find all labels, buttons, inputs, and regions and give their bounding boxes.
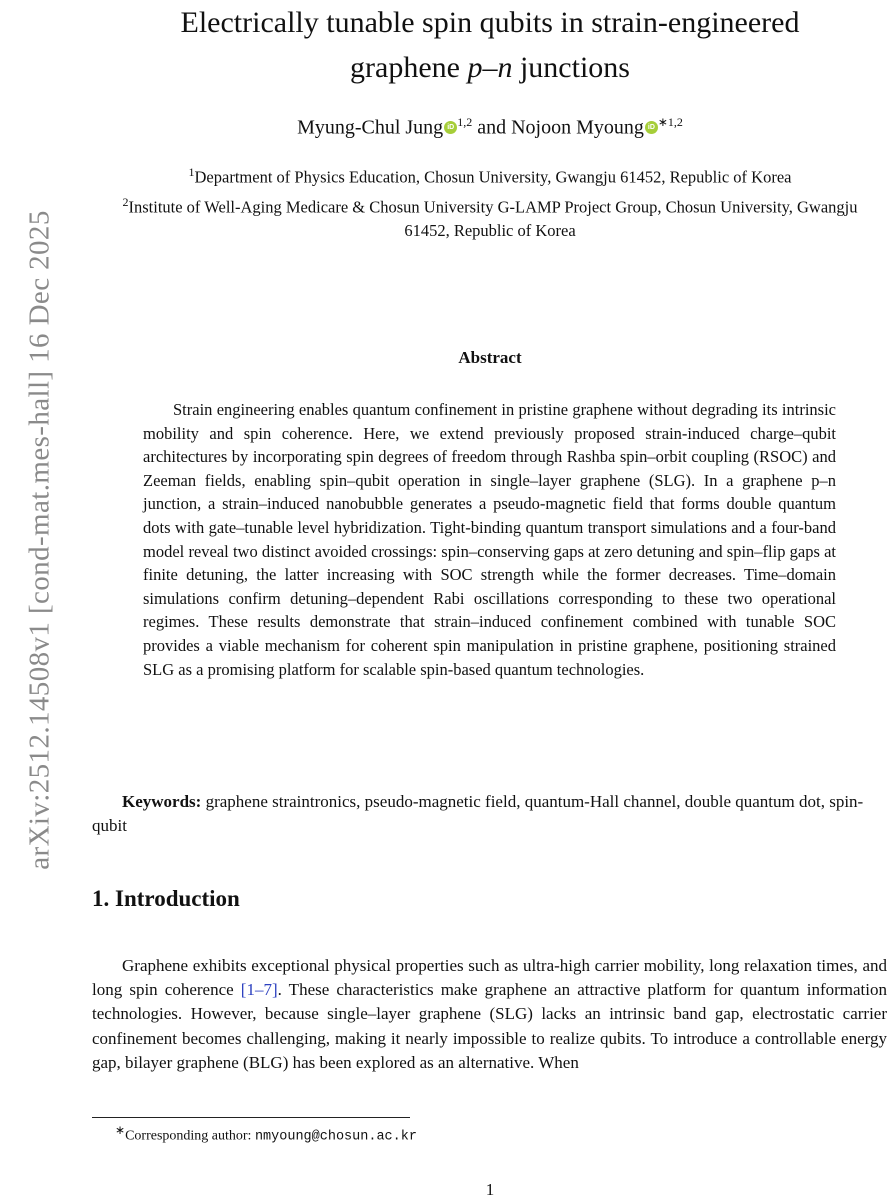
title-line-1: Electrically tunable spin qubits in strain-engineered (180, 6, 800, 39)
orcid-icon[interactable]: iD (444, 121, 457, 134)
keywords-label: Keywords: (122, 792, 202, 811)
author-name[interactable]: Nojoon Myoung (511, 116, 644, 139)
arxiv-identifier: arXiv:2512.14508v1 [cond-mat.mes-hall] 16 Dec 2025 (23, 210, 56, 870)
abstract-heading: Abstract (458, 348, 522, 367)
page-number: 1 (485, 1180, 495, 1199)
abstract-text: Strain engineering enables quantum confinement in pristine graphene without degrading its intrinsic mobility and spin coherence. Here, we extend previously proposed strain-induced charge–qubit architectures by incorporating spin degrees of freedom through Rashba spin–orbit coupling (RSOC) and Zeeman fields, enabling spin–qubit operation in single–layer graphene (SLG). In a graphene p–n junction, a strain–induced nanobubble generates a pseudo-magnetic field that forms double quantum dots with gate–tunable level hybridization. Tight-binding quantum transport simulations and a four-band model reveal two distinct avoided crossings: spin–conserving gaps at zero detuning and spin–flip gaps at finite detuning, the latter increasing with SOC strength while the former decreases. Time–domain simulations confirm detuning–dependent Rabi oscillations corresponding to these two operational regimes. These results demonstrate that strain–induced confinement combined with tunable SOC provides a viable mechanism for coherent spin manipulation in pristine graphene, positioning strained SLG as a promising platform for scalable spin-based quantum technologies. (143, 400, 836, 679)
author-affiliation-mark: ∗1,2 (657, 115, 683, 129)
affiliation-item: $^2$Institute of Well-Aging Medicare & Chosun University G-LAMP Project Group, Chosun University, Gwangju 61452, Republic of Korea (122, 194, 858, 240)
section-heading: 1. Introduction (92, 886, 240, 911)
intro-paragraph: Graphene exhibits exceptional physical properties such as ultra-high carrier mobility, long relaxation times, and long spin coherence [1–7]. These characteristics make graphene an attractive platform for quantum information technologies. However, because single–layer graphene (SLG) lacks an intrinsic band gap, electrostatic carrier confinement becomes challenging, making it nearly impossible to realize qubits. To introduce a controllable energy gap, bilayer graphene (BLG) has been explored as an alternative. When (92, 956, 887, 1072)
author-affiliation-mark: 1,2 (457, 115, 473, 129)
title-line-2: graphene p–n junctions (350, 51, 630, 84)
author-name[interactable]: Myung-Chul Jung (297, 116, 444, 139)
email-link[interactable]: nmyoung@chosun.ac.kr (254, 1129, 417, 1145)
author-list: Myung-Chul Jung iD $^{1,2}$ and Nojoon Myoung iD $^{∗1,2}$ (297, 115, 683, 139)
keywords (92, 790, 887, 838)
affiliations (100, 160, 880, 243)
footnote-divider (92, 1117, 410, 1118)
paper-title (90, 0, 887, 90)
keywords-text: graphene straintronics, pseudo-magnetic field, quantum-Hall channel, double quantum dot, spin-qubit (92, 792, 864, 835)
title-math: p–n (467, 51, 513, 84)
footnote: ∗Corresponding author: nmyoung@chosun.ac.kr (115, 1123, 417, 1145)
citation-link[interactable]: [1–7] (240, 980, 278, 1000)
orcid-icon[interactable]: iD (645, 121, 658, 134)
affiliation-item: $^1$Department of Physics Education, Chosun University, Gwangju 61452, Republic of Korea (188, 165, 792, 187)
